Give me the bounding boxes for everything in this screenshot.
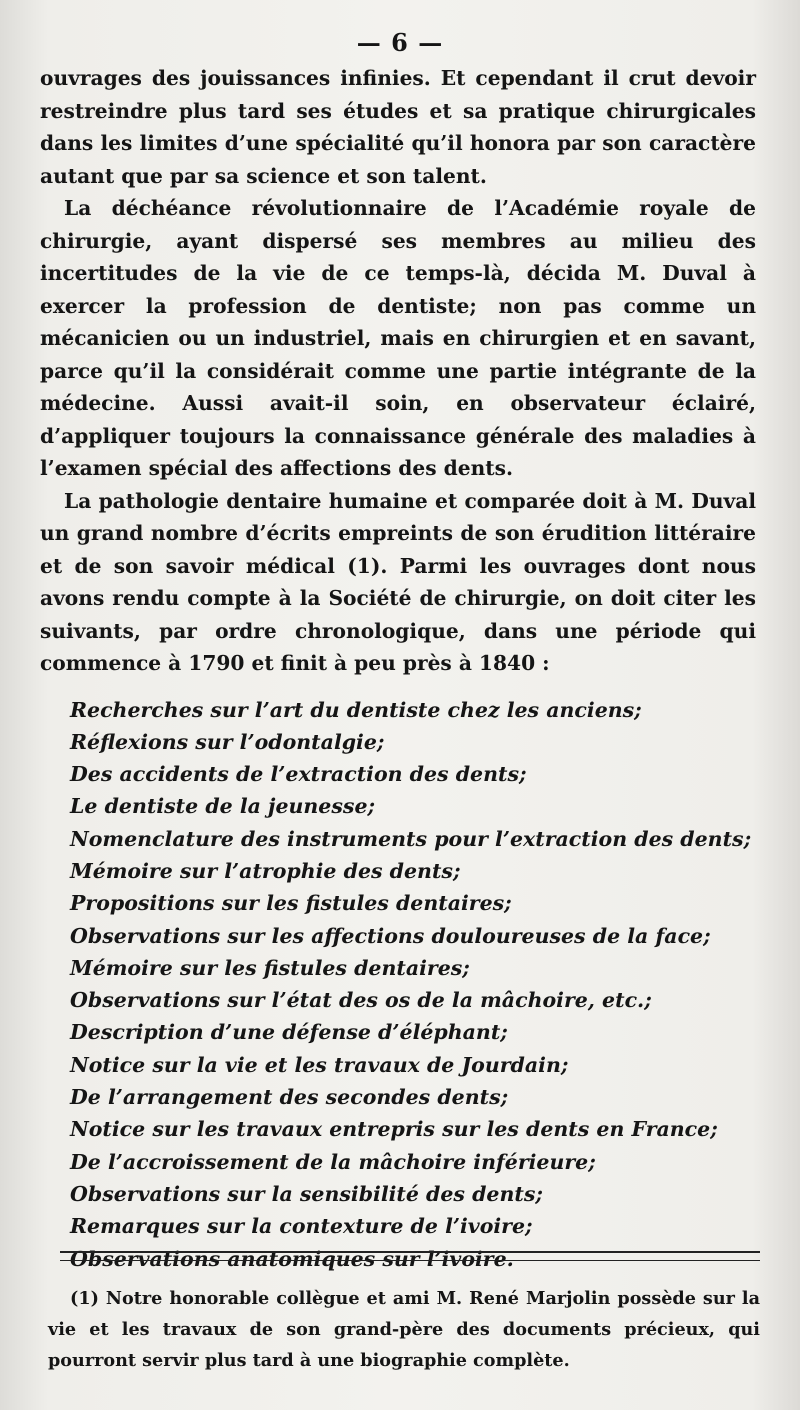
footnote-text: Notre honorable collègue et ami M. René Marjolin possède sur la vie et les travaux de son grand-père des documents précieux, qui pourront servir plus tard à une biographie complète. <box>48 1288 760 1371</box>
list-item: De l’accroissement de la mâchoire inférieure; <box>70 1149 596 1174</box>
paragraph-3-text-after: . Parmi les ouvrages dont nous avons rendu compte à la Société de chirurgie, on doit citer les suivants, par ordre chronologique, dans une période qui commence à 1790 et finit à peu près à 1840 : <box>40 553 756 675</box>
list-item: Observations anatomiques sur l’ivoire. <box>70 1246 514 1271</box>
list-item: Des accidents de l’extraction des dents; <box>70 762 527 787</box>
list-item: Nomenclature des instruments pour l’extraction des dents; <box>70 826 752 851</box>
list-item: Observations sur la sensibilité des dents; <box>70 1181 543 1206</box>
footnote-mark: (1) <box>70 1288 99 1309</box>
paragraph-3 <box>40 485 756 680</box>
paragraph-1: ouvrages des jouissances infinies. Et cependant il crut devoir restreindre plus tard ses études et sa pratique chirurgicales dans les limites d’une spécialité qu’il honora par son caractère autant que par sa science et son talent. <box>40 66 756 188</box>
paragraph-2: La déchéance révolutionnaire de l’Académie royale de chirurgie, ayant dispersé ses membres au milieu des incertitudes de la vie de ce temps-là, décida M. Duval à exercer la profession de dentiste; non pas comme un mécanicien ou un industriel, mais en chirurgien et en savant, parce qu’il la considérait comme une partie intégrante de la médecine. Aussi avait-il soin, en observateur éclairé, d’appliquer toujours la connaissance générale des maladies à l’examen spécial des affections des dents. <box>40 196 756 480</box>
works-list <box>40 694 756 1275</box>
footnote <box>48 1283 760 1376</box>
footnote-divider-thin <box>60 1260 760 1261</box>
list-item: Mémoire sur les fistules dentaires; <box>70 955 470 980</box>
list-item: Observations sur l’état des os de la mâchoire, etc.; <box>70 988 652 1013</box>
list-item: Notice sur la vie et les travaux de Jourdain; <box>70 1052 569 1077</box>
list-item: De l’arrangement des secondes dents; <box>70 1085 509 1110</box>
list-item: Réflexions sur l’odontalgie; <box>70 729 385 754</box>
list-item: Notice sur les travaux entrepris sur les dents en France; <box>70 1117 718 1142</box>
footnote-reference: (1) <box>347 553 381 578</box>
main-text <box>40 62 756 1275</box>
page-number: — 6 — <box>356 28 444 57</box>
list-item: Le dentiste de la jeunesse; <box>70 794 376 819</box>
list-item: Recherches sur l’art du dentiste chez les anciens; <box>70 697 642 722</box>
list-item: Description d’une défense d’éléphant; <box>70 1020 508 1045</box>
footnote-divider <box>60 1251 760 1253</box>
list-item: Remarques sur la contexture de l’ivoire; <box>70 1214 533 1239</box>
list-item: Mémoire sur l’atrophie des dents; <box>70 858 461 883</box>
paragraph-3-text-before: La pathologie dentaire humaine et comparée doit à M. Duval un grand nombre d’écrits empreints de son érudition littéraire et de son savoir médical <box>40 488 756 578</box>
list-item: Propositions sur les fistules dentaires; <box>70 891 512 916</box>
list-item: Observations sur les affections douloureuses de la face; <box>70 923 711 948</box>
